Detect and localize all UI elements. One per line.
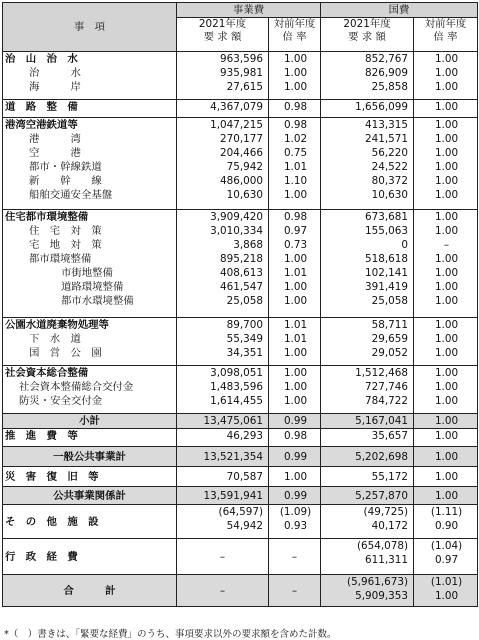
row-jutaku-kv: 673,681 155,063 0 518,618 102,141 391,419 25,058 bbox=[321, 210, 414, 318]
row-ippan-jv: 13,521,354 bbox=[177, 447, 269, 467]
row-chisan-kv: 852,767 826,909 25,858 bbox=[321, 52, 414, 100]
row-sonota-jv: (64,597) 54,942 bbox=[177, 505, 269, 539]
row-shakai-kr: 1.00 1.00 1.00 bbox=[414, 366, 478, 414]
row-shokei-kr: 1.00 bbox=[414, 414, 478, 429]
row-saigai-kr: 1.00 bbox=[414, 467, 478, 487]
row-kowan-jr: 0.98 1.02 0.75 1.01 1.10 1.00 bbox=[269, 118, 321, 210]
row-jutaku-kr: 1.00 1.00 – 1.00 1.00 1.00 1.00 bbox=[414, 210, 478, 318]
row-koen-jr: 1.01 1.01 1.00 bbox=[269, 318, 321, 366]
header-kokuhi: 国費 bbox=[321, 3, 478, 18]
row-kokyo-kr: 1.00 bbox=[414, 487, 478, 505]
row-shakai-jr: 1.00 1.00 1.00 bbox=[269, 366, 321, 414]
row-gokei-kv: (5,961,673) 5,909,353 bbox=[321, 575, 414, 607]
row-suishin-kr: 1.00 bbox=[414, 429, 478, 447]
row-gyosei-jr: – bbox=[269, 539, 321, 575]
row-saigai-kv: 55,172 bbox=[321, 467, 414, 487]
row-doro-jr: 0.98 bbox=[269, 100, 321, 118]
row-kowan-jv: 1,047,215 270,177 204,466 75,942 486,000 10,630 bbox=[177, 118, 269, 210]
budget-table bbox=[2, 2, 478, 607]
row-kowan-label: 港湾空港鉄道等 港 湾 空 港 都市・幹線鉄道 新 幹 線 船舶交通安全基盤 bbox=[3, 118, 177, 210]
row-gyosei-jv: – bbox=[177, 539, 269, 575]
row-koen-kv: 58,711 29,659 29,052 bbox=[321, 318, 414, 366]
row-saigai-jv: 70,587 bbox=[177, 467, 269, 487]
row-ippan-jr: 0.99 bbox=[269, 447, 321, 467]
row-kokyo-label: 公共事業関係計 bbox=[3, 487, 177, 505]
row-shokei-kv: 5,167,041 bbox=[321, 414, 414, 429]
row-sonota-label: そ の 他 施 設 bbox=[3, 505, 177, 539]
row-ippan-kr: 1.00 bbox=[414, 447, 478, 467]
row-sonota-kv: (49,725) 40,172 bbox=[321, 505, 414, 539]
row-doro-kv: 1,656,099 bbox=[321, 100, 414, 118]
row-kowan-kr: 1.00 1.00 1.00 1.00 1.00 1.00 bbox=[414, 118, 478, 210]
row-doro-jv: 4,367,079 bbox=[177, 100, 269, 118]
row-shakai-label: 社会資本総合整備 社会資本整備総合交付金 防災・安全交付金 bbox=[3, 366, 177, 414]
row-kokyo-jv: 13,591,941 bbox=[177, 487, 269, 505]
row-gokei-kr: (1.01) 1.00 bbox=[414, 575, 478, 607]
row-jutaku-label: 住宅都市環境整備 住 宅 対 策 宅 地 対 策 都市環境整備 市街地整備 道路環境整備 都市水環境整備 bbox=[3, 210, 177, 318]
header-item: 事 項 bbox=[3, 3, 177, 52]
row-suishin-kv: 35,657 bbox=[321, 429, 414, 447]
row-suishin-jv: 46,293 bbox=[177, 429, 269, 447]
row-ippan-label: 一般公共事業計 bbox=[3, 447, 177, 467]
row-shokei-label: 小計 bbox=[3, 414, 177, 429]
row-chisan-label: 治 山 治 水 治 水 海 岸 bbox=[3, 52, 177, 100]
header-jigyohi-amount: 2021年度 要 求 額 bbox=[177, 18, 269, 52]
row-shakai-jv: 3,098,051 1,483,596 1,614,455 bbox=[177, 366, 269, 414]
row-jutaku-jr: 0.98 0.97 0.73 1.00 1.01 1.00 1.00 bbox=[269, 210, 321, 318]
row-shokei-jr: 0.99 bbox=[269, 414, 321, 429]
row-chisan-kr: 1.00 1.00 1.00 bbox=[414, 52, 478, 100]
header-jigyohi-ratio: 対前年度 倍 率 bbox=[269, 18, 321, 52]
row-ippan-kv: 5,202,698 bbox=[321, 447, 414, 467]
row-jutaku-jv: 3,909,420 3,010,334 3,868 895,218 408,613 461,547 25,058 bbox=[177, 210, 269, 318]
row-doro-kr: 1.00 bbox=[414, 100, 478, 118]
row-saigai-jr: 1.00 bbox=[269, 467, 321, 487]
row-saigai-label: 災 害 復 旧 等 bbox=[3, 467, 177, 487]
row-gokei-jr: – bbox=[269, 575, 321, 607]
row-gyosei-kv: (654,078) 611,311 bbox=[321, 539, 414, 575]
row-chisan-jr: 1.00 1.00 1.00 bbox=[269, 52, 321, 100]
row-shakai-kv: 1,512,468 727,746 784,722 bbox=[321, 366, 414, 414]
row-doro-label: 道 路 整 備 bbox=[3, 100, 177, 118]
row-koen-label: 公園水道廃棄物処理等 下 水 道 国 営 公 園 bbox=[3, 318, 177, 366]
row-shokei-jv: 13,475,061 bbox=[177, 414, 269, 429]
row-koen-jv: 89,700 55,349 34,351 bbox=[177, 318, 269, 366]
row-kokyo-jr: 0.99 bbox=[269, 487, 321, 505]
row-chisan-jv: 963,596 935,981 27,615 bbox=[177, 52, 269, 100]
row-koen-kr: 1.00 1.00 1.00 bbox=[414, 318, 478, 366]
row-gyosei-label: 行 政 経 費 bbox=[3, 539, 177, 575]
row-gokei-jv: – bbox=[177, 575, 269, 607]
row-gyosei-kr: (1.04) 0.97 bbox=[414, 539, 478, 575]
row-suishin-jr: 0.98 bbox=[269, 429, 321, 447]
header-kokuhi-ratio: 対前年度 倍 率 bbox=[414, 18, 478, 52]
header-jigyohi: 事業費 bbox=[177, 3, 321, 18]
row-kokyo-kv: 5,257,870 bbox=[321, 487, 414, 505]
row-sonota-kr: (1.11) 0.90 bbox=[414, 505, 478, 539]
row-sonota-jr: (1.09) 0.93 bbox=[269, 505, 321, 539]
row-gokei-label: 合 計 bbox=[3, 575, 177, 607]
header-kokuhi-amount: 2021年度 要 求 額 bbox=[321, 18, 414, 52]
footnote: *（ ）書きは、「緊要な経費」のうち、事項要求以外の要求額を含めた計数。 bbox=[4, 629, 337, 640]
row-kowan-kv: 413,315 241,571 56,220 24,522 80,372 10,630 bbox=[321, 118, 414, 210]
row-suishin-label: 推 進 費 等 bbox=[3, 429, 177, 447]
